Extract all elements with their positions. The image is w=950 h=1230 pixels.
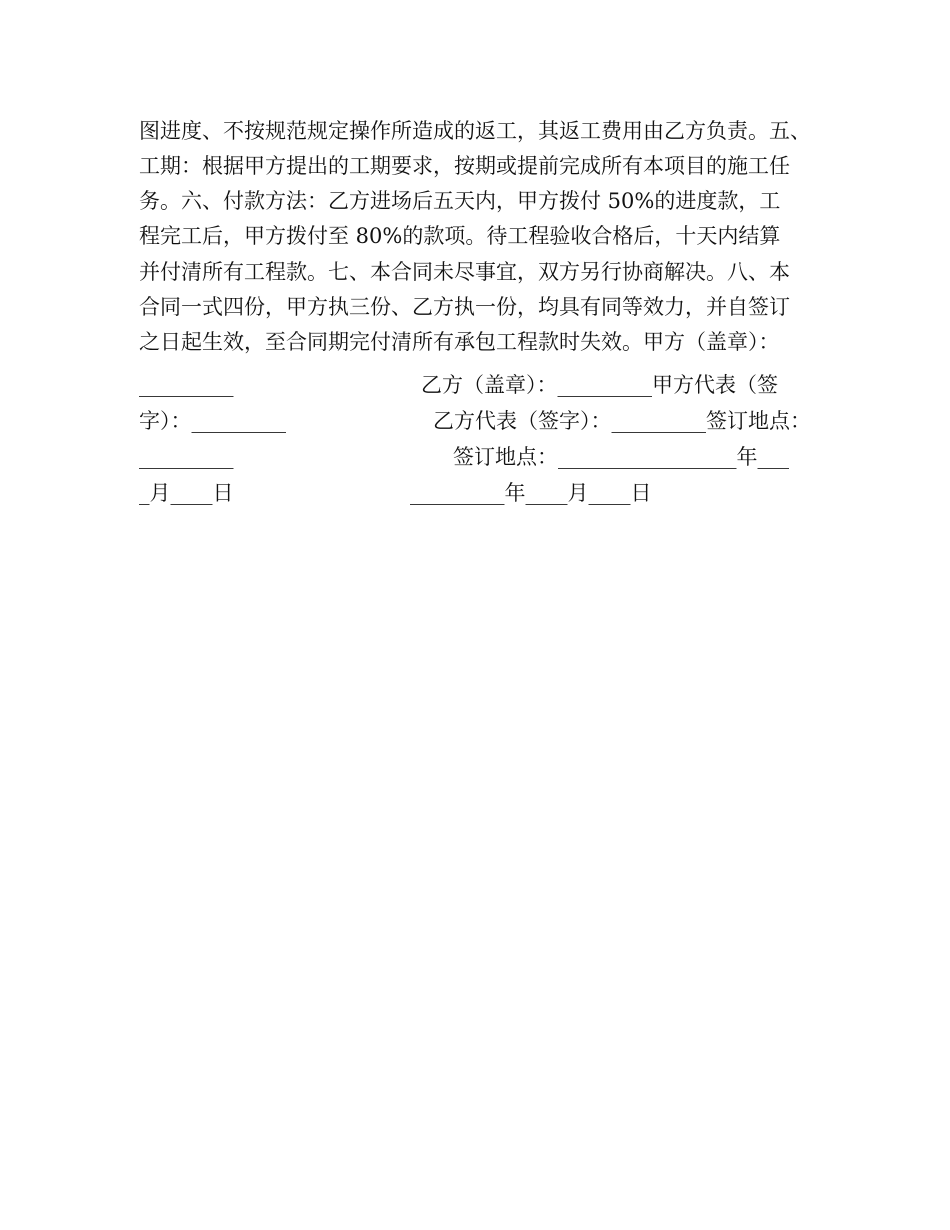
paragraph-line-7: 之日起生效，至合同期完付清所有承包工程款时失效。甲方（盖章）： [139, 330, 780, 354]
signature-date-left: _月____日 [139, 481, 234, 505]
paragraph-line-2: 工期：根据甲方提出的工期要求，按期或提前完成所有本项目的施工任 [139, 154, 790, 178]
paragraph-line-6: 合同一式四份，甲方执三份、乙方执一份，均具有同等效力，并自签订 [139, 295, 790, 319]
signature-party-b-seal: 乙方（盖章）：_________甲方代表（签 [421, 373, 778, 397]
signature-row-4 [139, 481, 839, 577]
signature-place-and-year: 签订地点：_________________年___ [453, 445, 789, 469]
signature-party-b-rep: 乙方代表（签字）：_________签订地点： [433, 409, 811, 433]
paragraph-line-5: 并付清所有工程款。七、本合同未尽事宜，双方另行协商解决。八、本 [139, 260, 790, 284]
paragraph-line-1: 图进度、不按规范规定操作所造成的返工，其返工费用由乙方负责。五、 [139, 119, 811, 143]
paragraph-line-3: 务。六、付款方法：乙方进场后五天内，甲方拨付 50%的进度款，工 [139, 189, 781, 213]
signature-date-right: _________年____月____日 [410, 481, 652, 505]
signature-blank-party-a: _________ [139, 373, 234, 397]
paragraph-line-4: 程完工后，甲方拨付至 80%的款项。待工程验收合格后，十天内结算 [139, 224, 781, 248]
signature-place-blank: _________ [139, 445, 234, 469]
signature-party-a-rep: 字）：_________ [139, 409, 286, 433]
